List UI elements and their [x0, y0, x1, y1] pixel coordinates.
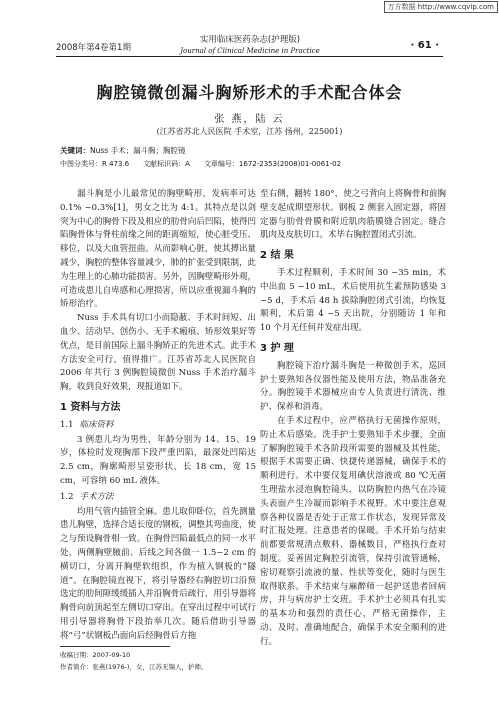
left-column: [60, 188, 256, 644]
method-continued-paragraph: 至右侧，翻转 180°，使之弓背向上将胸骨和前胸壁支起成期望形状。钢板 2 侧套入固定器，将固定器与肋骨骨膜和附近肌肉筋膜缝合固定。缝合肌肉及皮肤切口。术毕右胸腔置闭式引流。: [260, 189, 446, 241]
issue-info: 2008年第4卷第1期: [56, 43, 131, 53]
right-column: [260, 188, 446, 650]
affiliation: (江苏省苏北人民医院 手术室，江苏 扬州，225001): [156, 127, 343, 136]
subsection-number: 1.1: [60, 419, 74, 430]
page-number: · 61 ·: [410, 40, 439, 51]
keywords-label: 关键词：: [60, 146, 90, 155]
authors: 张 燕，陆 云: [214, 114, 285, 125]
intro-paragraph-2: Nuss 手术具有切口小而隐蔽、手术时间短、出血少、活动早、创伤小、无手术瘢痕、矫形效果好等优点，是目前国际上漏斗胸矫正的先进术式。此手术方法安全可行，值得推广。江苏省苏北人民医院自 2006 年共行 3 例胸腔镜微创 Nuss 手术治疗漏斗胸，收到良好效果，现报道如下。: [60, 313, 256, 393]
header-rule: [56, 56, 443, 57]
document-code: 文献标识码：A: [143, 160, 190, 168]
keywords-value: Nuss 手术；漏斗胸；胸腔镜: [90, 146, 186, 155]
results-paragraph: 手术过程顺利，手术时间 30 ~35 min，术中出血 5 ~10 mL，术后使用抗生素预防感染 3 ~5 d，手术后 48 h 拔除胸腔闭式引流，均恢复顺利，术后第 4 ~5 天出院，分别随访 1 年和 10 个月无任何并发症出现。: [260, 267, 446, 334]
nursing-paragraph-1: 胸腔镜下治疗漏斗胸是一种微创手术，巡回护士要熟知各仪器性能及使用方法，物品准备充分。胸腔镜手术器械应由专人负责进行清洗、维护、保养和消毒。: [260, 360, 446, 413]
footnote-rule: [60, 646, 170, 647]
subsection-number: 1.2: [60, 491, 74, 502]
journal-header: [150, 33, 350, 55]
nursing-paragraph-2: 在手术过程中，应严格执行无菌操作原则，防止术后感染。洗手护士要熟知手术步骤，全面了解胸腔镜手术各阶段所需要的器械及其性能，根据手术需要正确、快捷传递器械，确保手术的顺利进行。术中要仅复用碘伏溶液或 80 ℃无菌生理盐水浸泡胸腔镜头，以防胸腔内热气在冷镜头表面产生冷凝而影响手术视野。术中要注意观察各种仪器是否处于正常工作状态，发现异常及时汇报处理。注意患者的保暖。手术开始与结束前都要常规清点敷料、器械数目，严格执行查对制度。妥善固定胸腔引流管，保持引流管通畅，密切观察引流液的量、性状等变化，随时与医生取得联系。手术结束与麻醉师一起护送患者回病房，并与病房护士交班。手术护士必须具有扎实的基本功和强烈的责任心，严格无菌操作，主动、及时、准确地配合，确保手术安全顺利的进行。: [260, 415, 446, 647]
section-heading-2: 2 结 果: [260, 250, 294, 262]
keywords: [60, 145, 186, 156]
clc-number: 中图分类号：R 473.6: [60, 160, 130, 168]
intro-paragraph-1: 漏斗胸是小儿最常见的胸壁畸形，发病率可达 0.1% ~0.3%[1]，男女之比为 4:1。其特点是以剑突为中心的胸骨下段及相应的肋骨向后凹陷，使得凹陷胸骨体与脊柱前缘之间的距离缩短，使心脏受压、移位，以及大血管扭曲。从而影响心脏，使其搏出量减少，胸腔的整体容量减少，肺的扩张受到限制，此为生理上的心肺功能损害。另外，因胸壁畸形外观，可造成患儿自卑感和心理损害，所以应重视漏斗胸的矫形治疗。: [60, 189, 256, 310]
section-heading-1: 1 资料与方法: [60, 401, 121, 413]
clinical-data-paragraph: 3 例患儿均为男性，年龄分别为 14、15、19岁，体检时发现胸部下段严重凹陷，最深处凹陷达2.5 cm，胸廓畸形呈姿形状，长 18 cm，宽 15 cm，可容纳 60 mL 液体。: [60, 434, 256, 486]
surgical-method-paragraph: 均用气管内插管全麻。患儿取仰卧位，首先测量患儿胸壁，选择合适长度的钢板，调整其弯曲度，使之与预设胸骨相一致。在胸骨凹陷最低点的同一水平处，两侧胸壁腋前、后线之间各做一 1.5~2 cm 的横切口，分离开胸壁软组织，作为植入钢板的“隧道”。在胸腔镜直视下，将引导器经右胸腔切口沿预选定的肋间隙缓缓插入并沿胸骨后疏行，用引导器将胸骨向前顶起至左侧切口穿出。在穿出过程中可试行用引导器将胸骨下段抬举几次。随后借助引导器将“弓”状钢板凸面向后经胸骨后方拖: [60, 506, 256, 641]
source-stamp: 万方数据 http://www.cqvip.com: [384, 1, 498, 13]
classification-line: [60, 159, 341, 169]
journal-name-en: Journal of Clinical Medicine in Practice: [180, 47, 320, 55]
article-title: 胸腔镜微创漏斗胸矫形术的手术配合体会: [96, 83, 403, 102]
subsection-heading-1-1: [60, 419, 256, 433]
article-number: 文章编号：1672-2353(2008)01-0061-02: [203, 160, 342, 168]
subsection-title: 临床资料: [79, 419, 114, 430]
received-date: 收稿日期：2007-09-10: [60, 651, 131, 659]
section-heading-3: 3 护 理: [260, 342, 294, 354]
author-bio: 作者简介：张燕(1976-)，女，江苏无锡人，护师。: [60, 663, 208, 671]
subsection-heading-1-2: [60, 491, 256, 505]
journal-name-cn: 实用临床医药杂志(护理版): [199, 35, 301, 45]
subsection-title: 手术方法: [79, 491, 114, 502]
